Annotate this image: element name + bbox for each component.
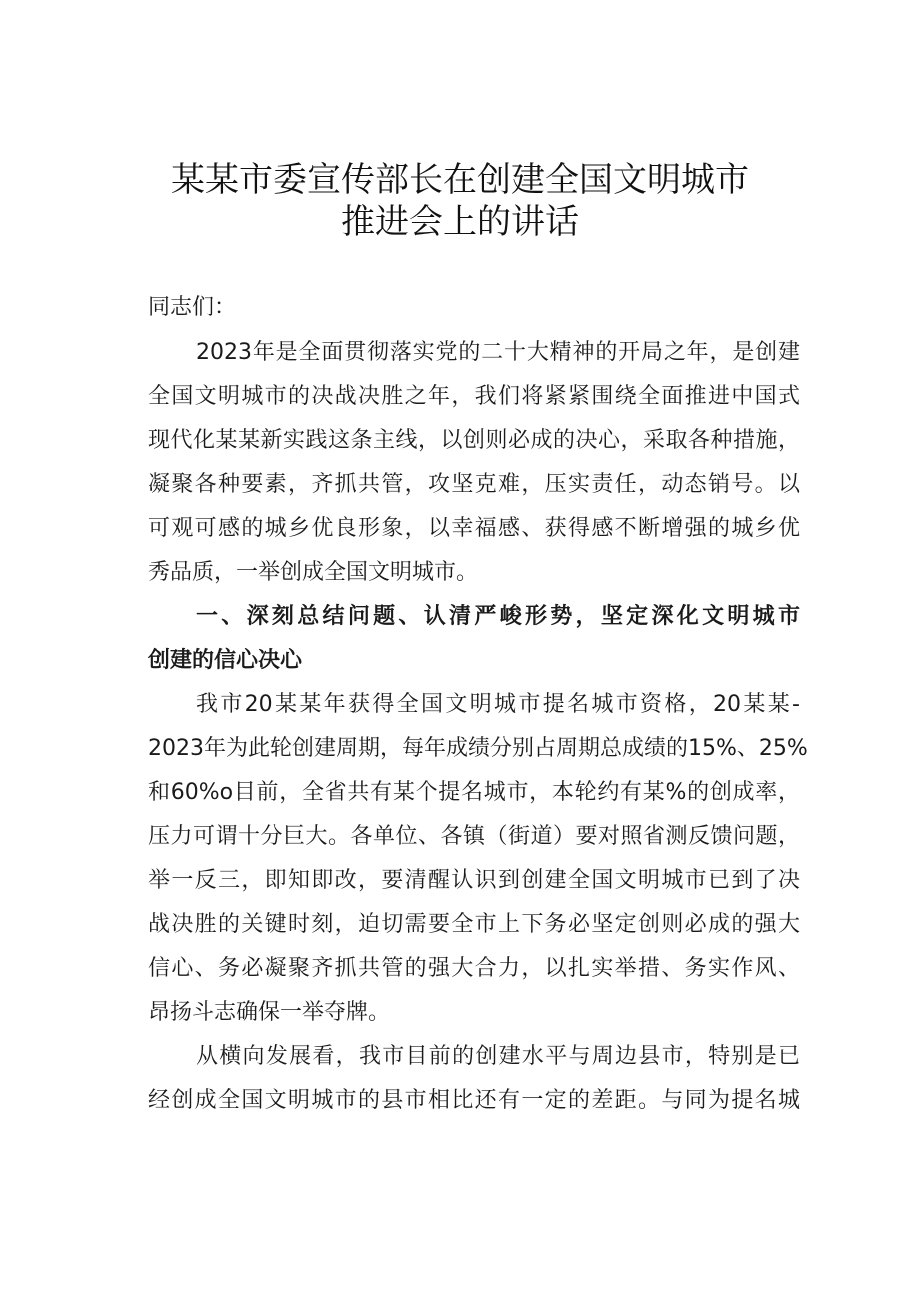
section-heading-1-line-2: 创建的信心决心 — [148, 648, 303, 673]
paragraph-2-line-6: 战决胜的关键时刻，迫切需要全市上下务必坚定创则必成的强大 — [148, 912, 800, 937]
paragraph-2-line-8: 昂扬斗志确保一举夺牌。 — [148, 1000, 391, 1025]
paragraph-1-line-1: 2023年是全面贯彻落实党的二十大精神的开局之年，是创建 — [196, 340, 800, 365]
paragraph-1-line-5: 可观可感的城乡优良形象，以幸福感、获得感不断增强的城乡优 — [148, 516, 800, 541]
paragraph-2-line-5: 举一反三，即知即改，要清醒认识到创建全国文明城市已到了决 — [148, 868, 800, 893]
paragraph-1-line-2: 全国文明城市的决战决胜之年，我们将紧紧围绕全面推进中国式 — [148, 384, 800, 409]
paragraph-2-line-2: 2023年为此轮创建周期，每年成绩分别占周期总成绩的15%、25% — [148, 736, 808, 761]
paragraph-3-line-2: 经创成全国文明城市的县市相比还有一定的差距。与同为提名城 — [148, 1088, 800, 1113]
paragraph-3-line-1: 从横向发展看，我市目前的创建水平与周边县市，特别是已 — [196, 1044, 800, 1069]
document-title-line-1: 某某市委宣传部长在创建全国文明城市 — [171, 160, 749, 200]
paragraph-2-line-4: 压力可谓十分巨大。各单位、各镇（街道）要对照省测反馈问题， — [148, 824, 800, 849]
paragraph-1-line-3: 现代化某某新实践这条主线，以创则必成的决心，采取各种措施， — [148, 428, 800, 453]
section-heading-1-line-1: 一、深刻总结问题、认清严峻形势，坚定深化文明城市 — [196, 604, 800, 629]
salutation: 同志们： — [148, 295, 237, 320]
paragraph-2-line-7: 信心、务必凝聚齐抓共管的强大合力，以扎实举措、务实作风、 — [148, 956, 800, 981]
paragraph-2-line-1: 我市20某某年获得全国文明城市提名城市资格，20某某- — [196, 692, 800, 717]
document-title-line-2: 推进会上的讲话 — [341, 202, 579, 242]
paragraph-1-line-6: 秀品质，一举创成全国文明城市。 — [148, 560, 479, 585]
paragraph-2-line-3: 和60%o目前，全省共有某个提名城市，本轮约有某%的创成率， — [148, 780, 800, 805]
paragraph-1-line-4: 凝聚各种要素，齐抓共管，攻坚克难，压实责任，动态销号。以 — [148, 472, 800, 497]
